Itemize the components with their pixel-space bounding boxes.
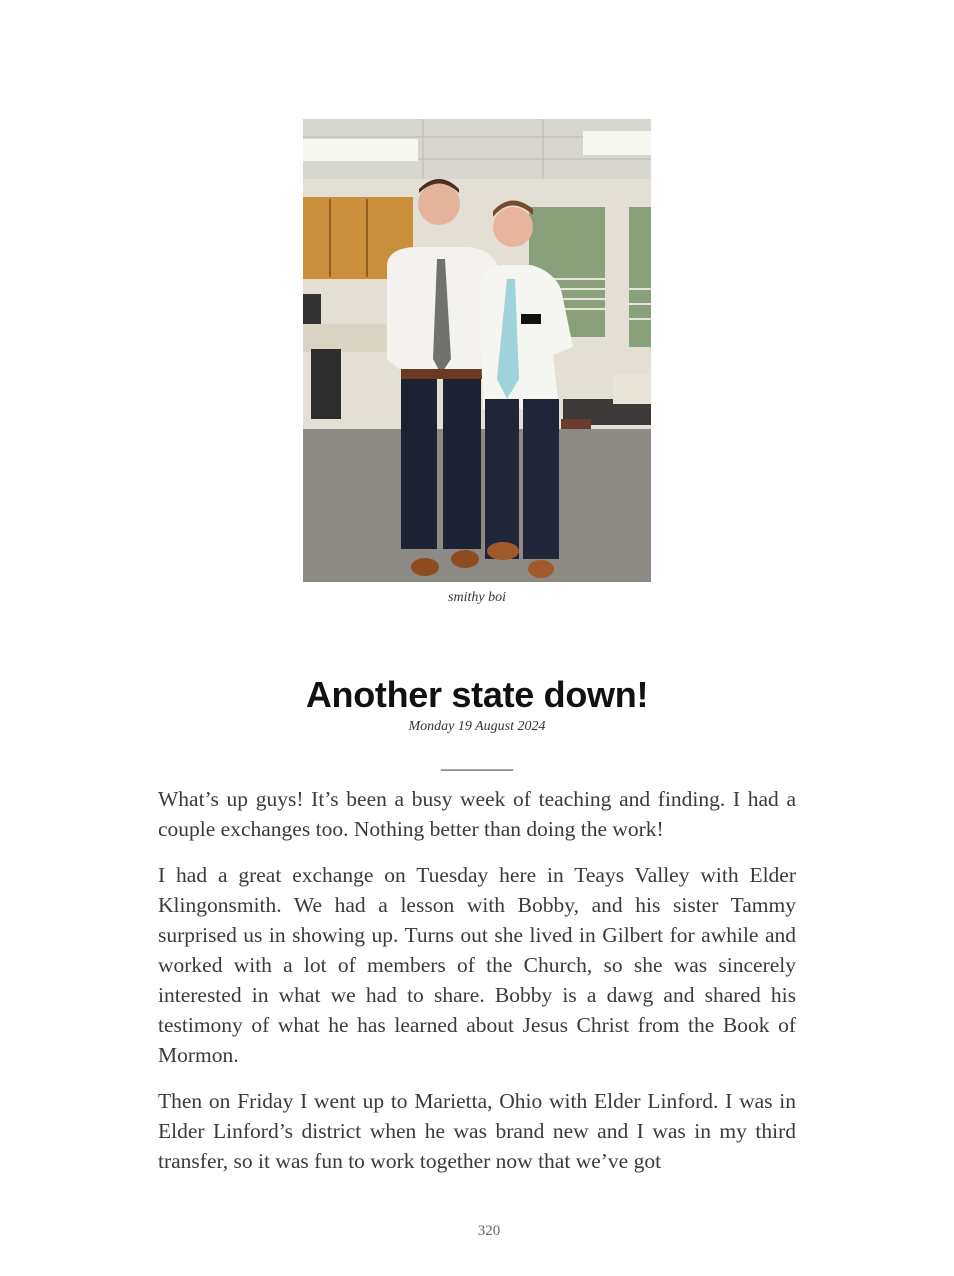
post-date: Monday 19 August 2024 [408,719,546,734]
photo-image [303,119,651,582]
paragraph-2: I had a great exchange on Tuesday here in Teays Valley with Elder Klingonsmith. We had a lesson with Bobby, and his sister Tammy surprised us in showing up. Turns out she lived in Gilbert for awhile and worked with a lot of members of the Church, so she was sincerely interested in what we had to share. Bobby is a dawg and shared his testimony of what he has learned about Jesus Christ from the Book of Mormon. [158,863,796,1067]
photo [303,119,651,582]
post-title: Another state down! [305,674,649,715]
page-number: 320 [477,1223,501,1239]
photo-caption: smithy boi [448,590,506,605]
paragraph-1: What’s up guys! It’s been a busy week of teaching and finding. I had a couple exchanges too. Nothing better than doing the work! [158,787,796,841]
separator: ________ [441,752,513,772]
post-body [158,784,796,1192]
paragraph-3: Then on Friday I went up to Marietta, Ohio with Elder Linford. I was in Elder Linford’s district when he was brand new and I was in my third transfer, so it was fun to work together now that we’ve got [158,1089,796,1173]
